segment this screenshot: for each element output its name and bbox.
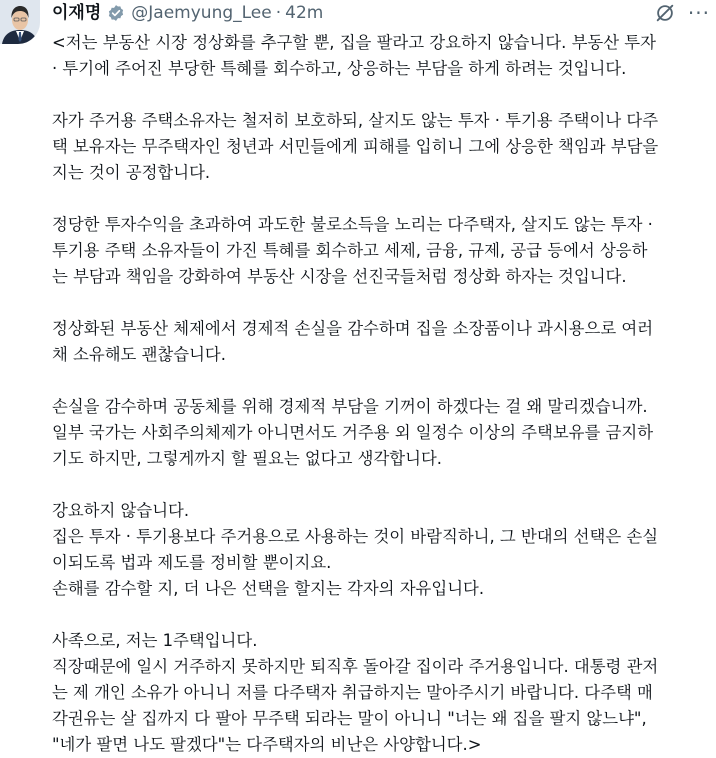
tweet-paragraph: 강요하지 않습니다. 집은 투자 · 투기용보다 주거용으로 사용하는 것이 바람직하니, 그 반대의 선택은 손실 이되도록 법과 제도를 정비할 뿐이지요. 손해를 감수할 지, 더 나은 선택을 할지는 각자의 자유입니다. [52,501,659,598]
grok-icon[interactable] [654,2,676,24]
separator-dot: · [275,3,282,23]
tweet-header [52,0,716,26]
verified-badge-icon [107,4,125,22]
tweet-body [52,30,716,758]
author-handle[interactable]: @Jaemyung_Lee [131,3,272,23]
tweet-paragraph: 정당한 투자수익을 초과하여 과도한 불로소득을 노리는 다주택자, 살지도 않는 투자 · 투기용 주택 소유자들이 가진 특혜를 회수하고 세제, 금융, 규제, 공급 등에서 상응하 는 부담과 책임을 강화하여 부동산 시장을 선진국들처럼 정상화 하자는 것입니다. [52,215,653,286]
header-actions [654,0,710,26]
profile-photo [0,0,40,44]
tweet-paragraph: 사족으로, 저는 1주택입니다. 직장때문에 일시 거주하지 못하지만 퇴직후 돌아갈 집이라 주거용입니다. 대통령 관저 는 제 개인 소유가 아니니 저를 다주택자 취급하지는 말아주시기 바랍니다. 다주택 매 각권유는 살 집까지 다 팔아 무주택 되라는 말이 아니니 "너는 왜 집을 팔지 않느냐", "네가 팔면 나도 팔겠다"는 다주택자의 비난은 사양합니다.> [52,631,659,754]
author-name[interactable]: 이재명 [52,3,102,23]
tweet-paragraph: <저는 부동산 시장 정상화를 추구할 뿐, 집을 팔라고 강요하지 않습니다. 부동산 투자 · 투기에 주어진 부당한 특혜를 회수하고, 상응하는 부담을 하게 하려는 것입니다. [52,33,656,78]
tweet-paragraph: 정상화된 부동산 체제에서 경제적 손실을 감수하며 집을 소장품이나 과시용으로 여러 채 소유해도 괜찮습니다. [52,319,654,364]
tweet-paragraph: 자가 주거용 주택소유자는 철저히 보호하되, 살지도 않는 투자 · 투기용 주택이나 다주 택 보유자는 무주택자인 청년과 서민들에게 피해를 입히니 그에 상응한 책임과 부담을 지는 것이 공정합니다. [52,111,659,182]
avatar[interactable] [0,0,40,44]
tweet-paragraph: 손실을 감수하며 공동체를 위해 경제적 부담을 기꺼이 하겠다는 걸 왜 말리겠습니까. 일부 국가는 사회주의체제가 아니면서도 거주용 외 일정수 이상의 주택보유를 금지하 기도 하지만, 그렇게까지 할 필요는 없다고 생각합니다. [52,397,654,468]
more-options-icon[interactable]: ··· [687,1,710,25]
timestamp[interactable]: 42m [285,3,324,23]
